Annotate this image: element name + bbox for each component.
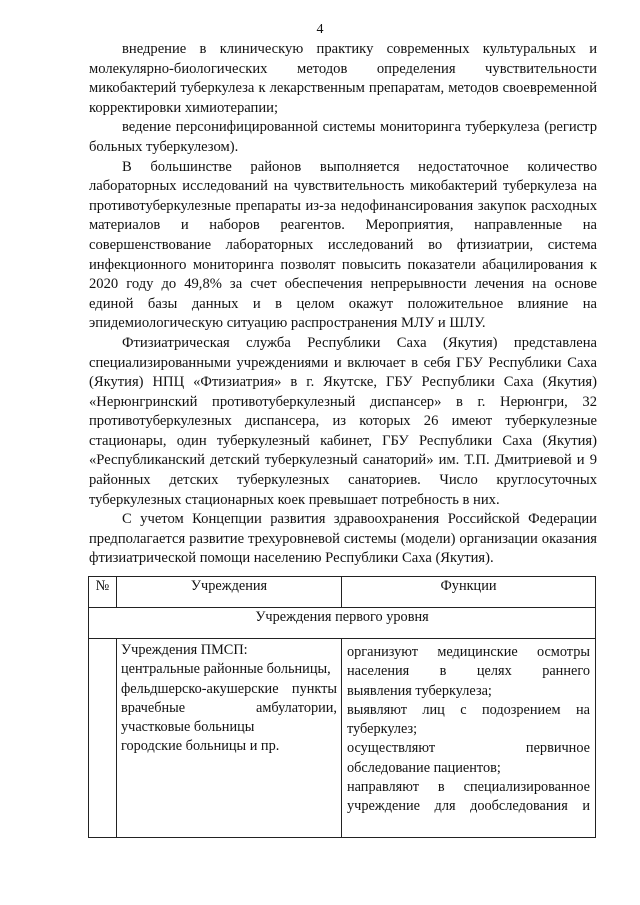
function-line: туберкулез; bbox=[347, 721, 418, 738]
page-number: 4 bbox=[316, 22, 324, 37]
institution-line: участковые больницы bbox=[121, 719, 255, 736]
institution-line: городские больницы и пр. bbox=[121, 738, 280, 755]
level-row bbox=[89, 608, 596, 639]
functions-cell bbox=[342, 639, 596, 838]
table-row bbox=[89, 639, 596, 838]
function-line: выявляют лиц с подозрением на bbox=[347, 701, 590, 718]
function-line: направляют в специализированное bbox=[347, 779, 590, 796]
institution-line: врачебные амбулатории, bbox=[121, 699, 337, 716]
paragraph: ведение персонифицированной системы мониторинга туберкулеза (регистр больных туберкулезом). bbox=[89, 119, 597, 155]
paragraph: С учетом Концепции развития здравоохранения Российской Федерации предполагается развитие трехуровневой системы (модели) организации оказания фтизиатрической помощи населению Республики Саха (Якутия). bbox=[89, 511, 597, 567]
level-title: Учреждения первого уровня bbox=[89, 608, 596, 639]
institution-line: центральные районные больницы, bbox=[121, 661, 331, 678]
row-number-cell bbox=[89, 639, 117, 838]
header-number: № bbox=[89, 577, 117, 608]
paragraph: В большинстве районов выполняется недостаточное количество лабораторных исследований на чувствительность микобактерий туберкулеза на противотуберкулезные препараты из-за недофинансирования закупок расходных материалов и наборов реагентов. Мероприятия, направленные на совершенствование лабораторных исследований во фтизиатрии, система инфекционного мониторинга позволят повысить показатели абацилирования к 2020 году до 49,8% за счет обеспечения непрерывности лечения на основе единой базы данных и в целом окажут положительное влияние на эпидемиологическую ситуацию распространения МЛУ и ШЛУ. bbox=[89, 158, 597, 332]
function-line: выявления туберкулеза; bbox=[347, 682, 492, 699]
body-text bbox=[89, 40, 597, 569]
function-line: организуют медицинские осмотры bbox=[347, 644, 590, 660]
function-line: осуществляют первичное bbox=[347, 740, 590, 757]
header-functions: Функции bbox=[342, 577, 596, 608]
function-line: обследование пациентов; bbox=[347, 759, 501, 776]
institutions-table bbox=[88, 576, 596, 838]
institution-line: Учреждения ПМСП: bbox=[121, 642, 248, 658]
paragraph: внедрение в клиническую практику современных культуральных и молекулярно-биологических методов определения чувствительности микобактерий туберкулеза к лекарственным препаратам, методов своевременной корректировки химиотерапии; bbox=[89, 41, 597, 116]
institution-line: фельдшерско-акушерские пункты bbox=[121, 680, 337, 697]
institutions-cell bbox=[117, 639, 342, 838]
table-header-row bbox=[89, 577, 596, 608]
function-line: учреждение для дообследования и bbox=[347, 798, 590, 815]
function-line: населения в целях раннего bbox=[347, 663, 590, 680]
paragraph: Фтизиатрическая служба Республики Саха (Якутия) представлена специализированными учреждениями и включает в себя ГБУ Республики Саха (Якутия) НПЦ «Фтизиатрия» в г. Якутске, ГБУ Республики Саха (Якутия) «Нерюнгринский противотуберкулезный диспансер» в г. Нерюнгри, 32 противотуберкулезных диспансера, из которых 26 имеют туберкулезные стационары, один туберкулезный кабинет, ГБУ Республики Саха (Якутия) «Республиканский детский туберкулезный санаторий» им. Т.П. Дмитриевой и 9 районных детских туберкулезных санаториев. Число круглосуточных туберкулезных стационарных коек превышает потребность в них. bbox=[89, 334, 597, 508]
header-institutions: Учреждения bbox=[117, 577, 342, 608]
